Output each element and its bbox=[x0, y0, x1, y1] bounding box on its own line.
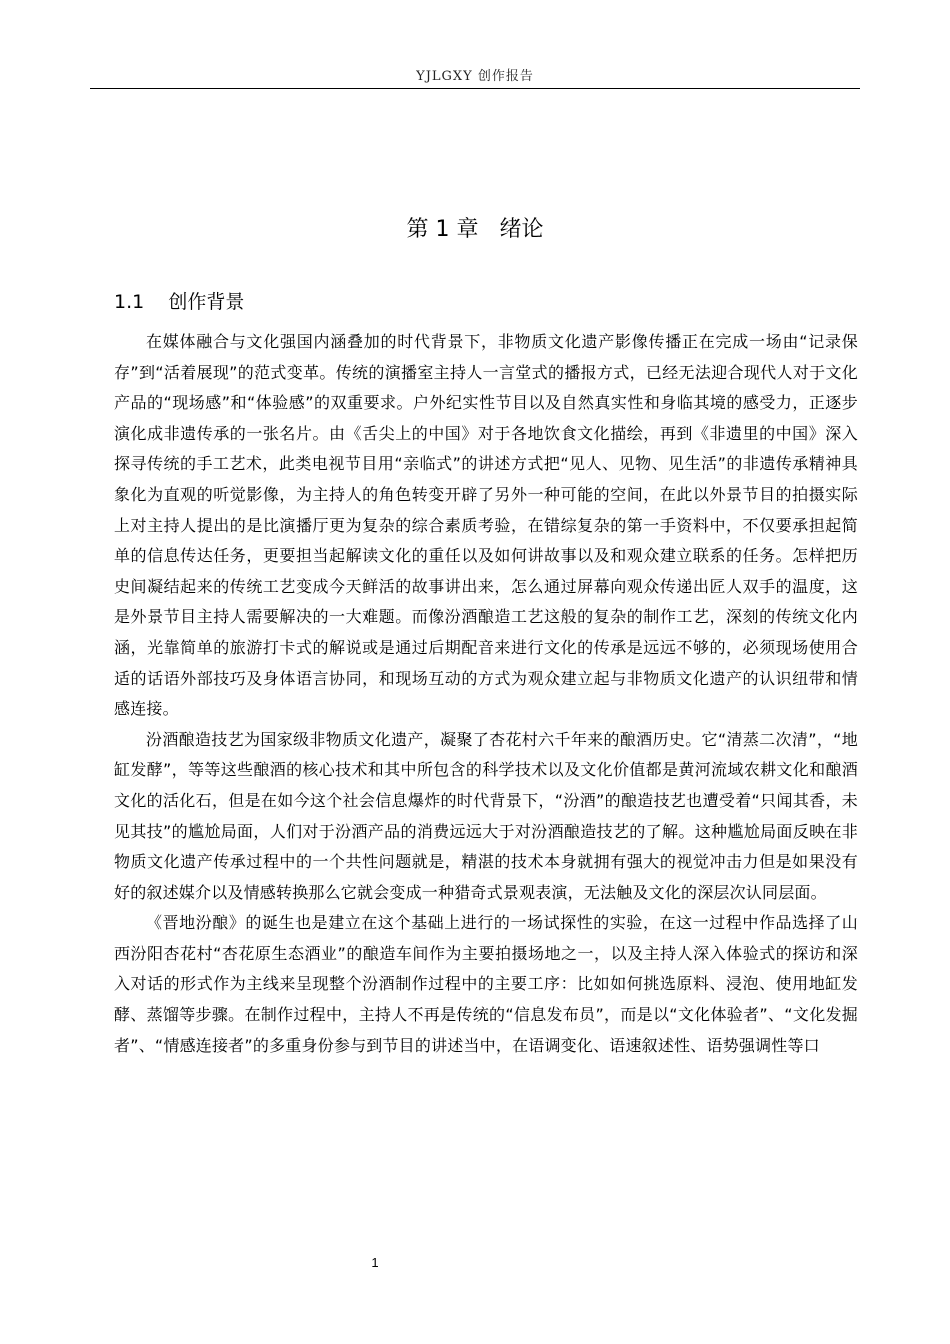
page-header: YJLGXY 创作报告 bbox=[416, 69, 534, 84]
header-divider bbox=[90, 88, 860, 89]
paragraph: 汾酒酿造技艺为国家级非物质文化遗产，凝聚了杏花村六千年来的酿酒历史。它“清蒸二次清”，“地缸发酵”，等等这些酿酒的核心技术和其中所包含的科学技术以及文化价值都是黄河流域农耕文化和酿酒文化的活化石，但是在如今这个社会信息爆炸的时代背景下，“汾酒”的酿造技艺也遭受着“只闻其香，未见其技”的尴尬局面，人们对于汾酒产品的消费远远大于对汾酒酿造技艺的了解。这种尴尬局面反映在非物质文化遗产传承过程中的一个共性问题就是，精湛的技术本身就拥有强大的视觉冲击力但是如果没有好的叙述媒介以及情感转换那么它就会变成一种猎奇式景观表演，无法触及文化的深层次认同层面。 bbox=[114, 729, 858, 902]
chapter-title: 第 1 章 绪论 bbox=[406, 217, 544, 242]
section-heading: 1.1 创作背景 bbox=[114, 291, 245, 313]
page-number: 1 bbox=[371, 1255, 379, 1270]
paragraph: 在媒体融合与文化强国内涵叠加的时代背景下，非物质文化遗产影像传播正在完成一场由“记录保存”到“活着展现”的范式变革。传统的演播室主持人一言堂式的播报方式，已经无法迎合现代人对于文化产品的“现场感”和“体验感”的双重要求。户外纪实性节目以及自然真实性和身临其境的感受力，正逐步演化成非遗传承的一张名片。由《舌尖上的中国》对于各地饮食文化描绘，再到《非遗里的中国》深入探寻传统的手工艺术，此类电视节目用“亲临式”的讲述方式把“见人、见物、见生活”的非遗传承精神具象化为直观的听觉影像，为主持人的角色转变开辟了另外一种可能的空间，在此以外景节目的拍摄实际上对主持人提出的是比演播厅更为复杂的综合素质考验，在错综复杂的第一手资料中，不仅要承担起简单的信息传达任务，更要担当起解读文化的重任以及如何讲故事以及和观众建立联系的任务。怎样把历史间凝结起来的传统工艺变成今天鲜活的故事讲出来，怎么通过屏幕向观众传递出匠人双手的温度，这是外景节目主持人需要解决的一大难题。而像汾酒酿造工艺这般的复杂的制作工艺，深刻的传统文化内涵，光靠简单的旅游打卡式的解说或是通过后期配音来进行文化的传承是远远不够的，必须现场使用合适的话语外部技巧及身体语言协同，和现场互动的方式为观众建立起与非物质文化遗产的认识纽带和情感连接。 bbox=[114, 332, 858, 719]
body-text bbox=[114, 327, 858, 1061]
paragraph: 《晋地汾酿》的诞生也是建立在这个基础上进行的一场试探性的实验，在这一过程中作品选择了山西汾阳杏花村“杏花原生态酒业”的酿造车间作为主要拍摄场地之一，以及主持人深入体验式的探访和深入对话的形式作为主线来呈现整个汾酒制作过程中的主要工序：比如如何挑选原料、浸泡、使用地缸发酵、蒸馏等步骤。在制作过程中，主持人不再是传统的“信息发布员”，而是以“文化体验者”、“文化发掘者”、“情感连接者”的多重身份参与到节目的讲述当中，在语调变化、语速叙述性、语势强调性等口 bbox=[114, 913, 858, 1055]
